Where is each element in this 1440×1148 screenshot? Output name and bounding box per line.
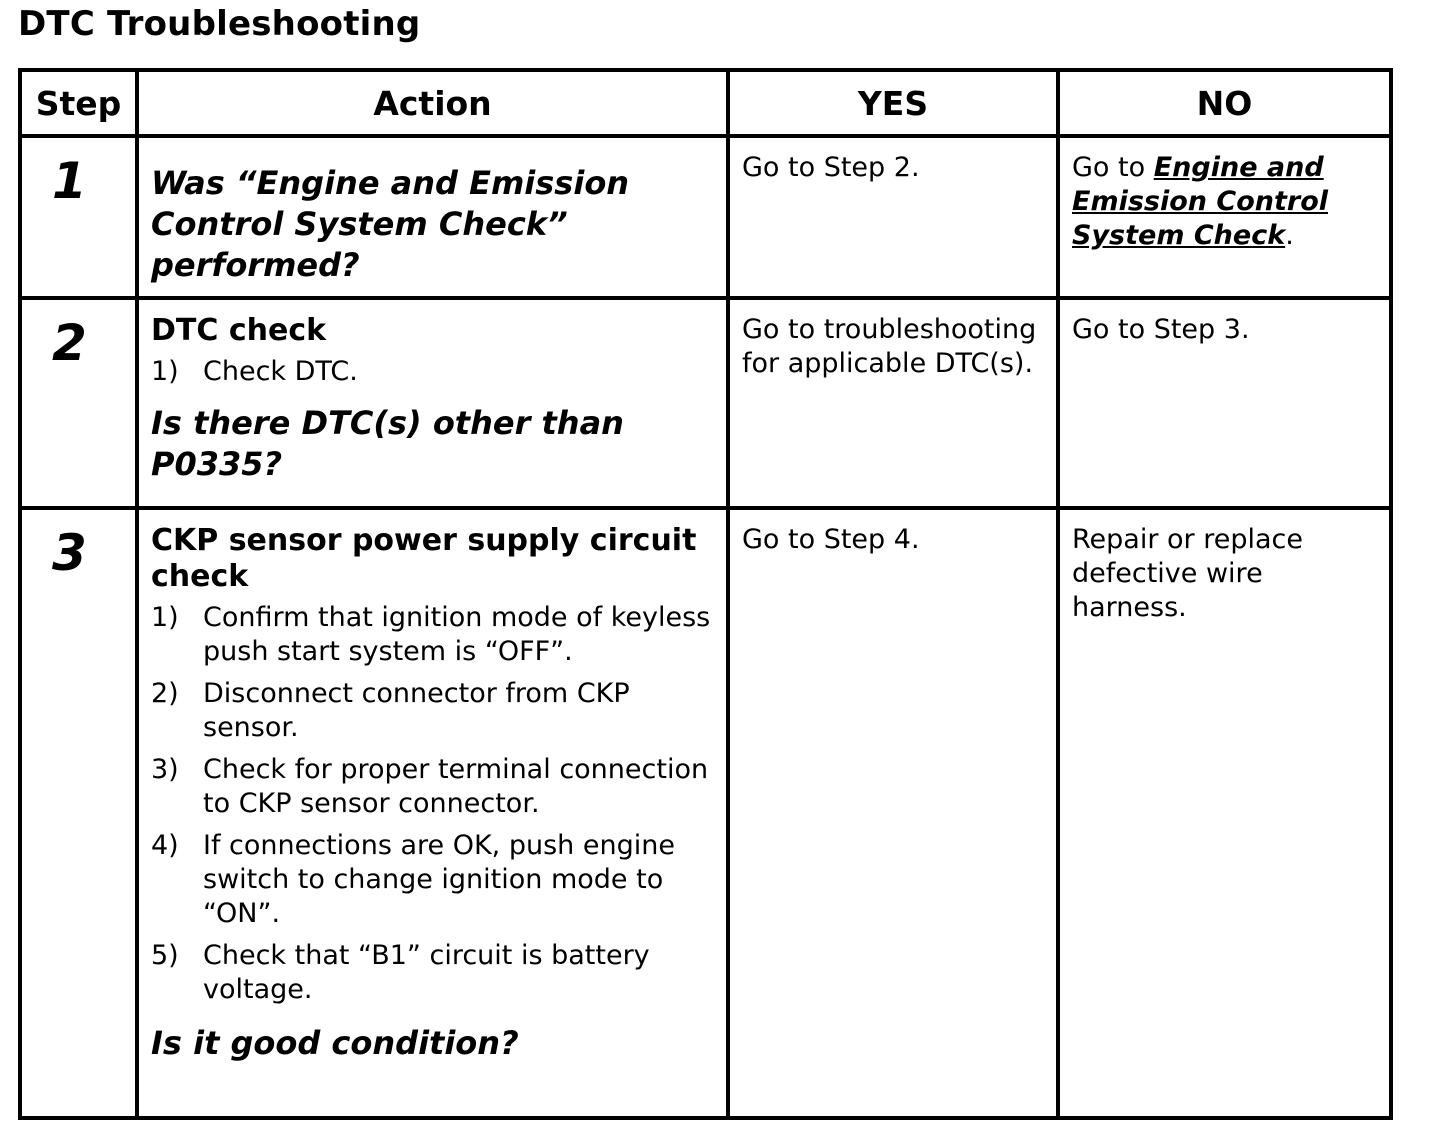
list-item [151,355,714,389]
action-cell [137,508,728,1118]
list-item-text: Confirm that ignition mode of keyless push start system is “OFF”. [203,602,711,667]
action-steps-list [151,601,714,1007]
no-cell [1058,298,1391,508]
no-cell [1058,508,1391,1118]
list-item-number: 3) [151,754,179,785]
no-text-prefix: Go to [1072,152,1154,183]
header-step: Step [20,70,137,136]
action-steps-list [151,355,714,389]
list-item-text: Check DTC. [203,356,358,387]
list-item [151,601,714,669]
action-question: Is there DTC(s) other than P0335? [151,404,624,483]
no-cell [1058,136,1391,298]
list-item-text: Check that “B1” circuit is battery voltage. [203,940,650,1005]
list-item-text: Disconnect connector from CKP sensor. [203,678,630,743]
header-row [20,70,1391,136]
yes-cell [728,298,1058,508]
header-no: NO [1058,70,1391,136]
list-item [151,677,714,745]
step-number: 1 [52,152,87,210]
troubleshooting-table [18,68,1393,1120]
yes-text: Go to Step 4. [742,524,920,555]
step-cell [20,298,137,508]
list-item-number: 2) [151,678,179,709]
action-heading: DTC check [151,313,327,348]
action-heading: CKP sensor power supply circuit check [151,523,697,594]
list-item-number: 1) [151,356,179,387]
no-text: Go to Step 3. [1072,314,1250,345]
yes-cell [728,508,1058,1118]
yes-text: Go to Step 2. [742,152,920,183]
list-item [151,753,714,821]
list-item [151,939,714,1007]
action-cell [137,136,728,298]
no-text: Repair or replace defective wire harness. [1072,524,1303,623]
yes-cell [728,136,1058,298]
action-question: Is it good condition? [151,1024,519,1062]
table-row-step-2 [20,298,1391,508]
step-number: 3 [52,524,87,582]
step-cell [20,508,137,1118]
table-row-step-1 [20,136,1391,298]
list-item-number: 5) [151,940,179,971]
step-number: 2 [52,314,87,372]
list-item-text: Check for proper terminal connection to CKP sensor connector. [203,754,709,819]
header-yes: YES [728,70,1058,136]
action-cell [137,298,728,508]
list-item-number: 4) [151,830,179,861]
list-item [151,829,714,931]
no-text [1060,138,1389,253]
step-cell [20,136,137,298]
list-item-text: If connections are OK, push engine switch to change ignition mode to “ON”. [203,830,675,929]
list-item-number: 1) [151,602,179,633]
header-action: Action [137,70,728,136]
yes-text: Go to troubleshooting for applicable DTC(s). [742,314,1037,379]
engine-emission-check-link[interactable]: Engine and Emission Control System Check [1072,152,1329,251]
page-title: DTC Troubleshooting [18,4,421,44]
table-row-step-3 [20,508,1391,1118]
no-text-suffix: . [1285,220,1294,251]
action-question: Was “Engine and Emission Control System Check” performed? [151,164,630,284]
